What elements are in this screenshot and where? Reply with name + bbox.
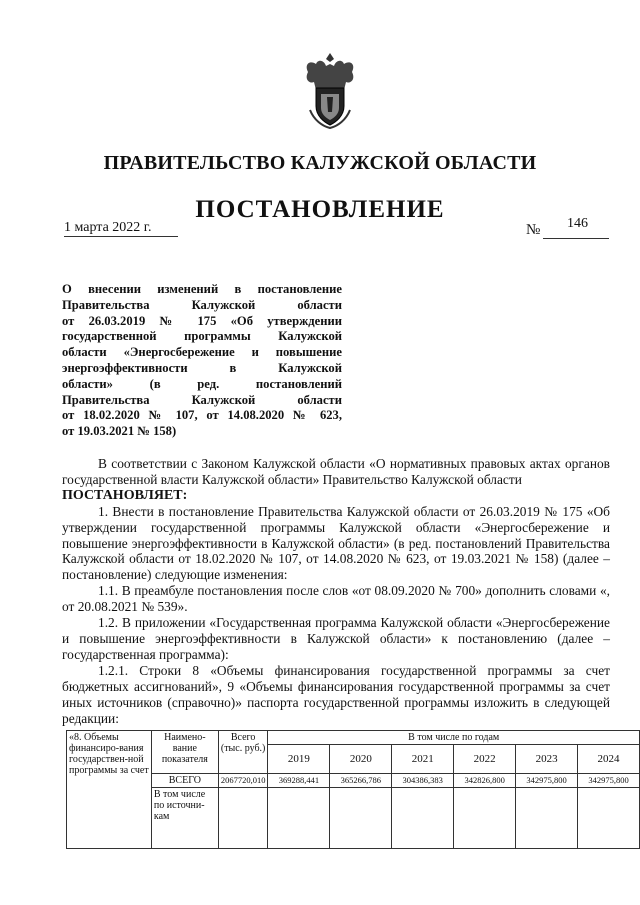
empty-cell <box>330 788 392 849</box>
resolves-heading: ПОСТАНОВЛЯЕТ: <box>62 487 188 503</box>
empty-cell <box>578 788 640 849</box>
year-header: 2019 <box>268 745 330 774</box>
document-number: 146 <box>567 216 588 231</box>
paragraph-1-2: 1.2. В приложении «Государственная программа Калужской области «Энергосбережение и повышение энергоэффективности в Калужской области» к постановлению (далее – государственная программа): <box>62 615 610 662</box>
subject-line: от 26.03.2019 № 175 «Об утверждении <box>62 313 342 328</box>
coat-of-arms-emblem <box>300 50 360 130</box>
total-header: Всего (тыс. руб.) <box>218 731 268 774</box>
indicator-header: Наимено-вание показателя <box>151 731 218 774</box>
subject-line: от 18.02.2020 № 107, от 14.08.2020 № 623, <box>62 408 342 423</box>
year-value: 304386,383 <box>392 774 454 788</box>
subject-line: энергоэффективности в Калужской <box>62 360 342 375</box>
subject-line: области «Энергосбережение и повышение <box>62 345 342 360</box>
preamble-paragraph: В соответствии с Законом Калужской области «О нормативных правовых актах органов государственной власти Калужской области» Правительство Калужской области <box>62 456 610 487</box>
row-indicator-sources: В том числе по источни-кам <box>151 788 218 849</box>
year-header: 2022 <box>454 745 516 774</box>
empty-cell <box>218 788 268 849</box>
row-indicator-total: ВСЕГО <box>151 774 218 788</box>
empty-cell <box>454 788 516 849</box>
subject-line: Правительства Калужской области <box>62 392 342 407</box>
empty-cell <box>268 788 330 849</box>
document-subject <box>62 282 342 440</box>
number-label: № <box>526 222 541 238</box>
year-header: 2020 <box>330 745 392 774</box>
years-group-header: В том числе по годам <box>268 731 640 745</box>
financing-table <box>66 730 640 849</box>
paragraph-1-2-1: 1.2.1. Строки 8 «Объемы финансирования государственной программы за счет бюджетных ассигнований», 9 «Объемы финансирования государственной программы за счет иных источников (справочно)» паспорта государственной программы изложить в следующей редакции: <box>62 662 610 726</box>
subject-line: государственной программы Калужской <box>62 329 342 344</box>
table-row-label: «8. Объемы финансиро-вания государствен-ной программы за счет <box>67 731 152 849</box>
subject-line: от 19.03.2021 № 158) <box>62 424 177 439</box>
document-body <box>62 456 610 726</box>
empty-cell <box>392 788 454 849</box>
empty-cell <box>516 788 578 849</box>
row-total-value: 2067720,010 <box>218 774 268 788</box>
subject-line: О внесении изменений в постановление <box>62 282 342 296</box>
year-header: 2021 <box>392 745 454 774</box>
subject-line: области» (в ред. постановлений <box>62 376 342 391</box>
year-value: 342975,800 <box>516 774 578 788</box>
year-value: 369288,441 <box>268 774 330 788</box>
number-underline <box>543 238 609 239</box>
subject-line: Правительства Калужской области <box>62 297 342 312</box>
year-value: 365266,786 <box>330 774 392 788</box>
year-value: 342975,800 <box>578 774 640 788</box>
paragraph-1-1: 1.1. В преамбуле постановления после слов «от 08.09.2020 № 700» дополнить словами «, от 20.08.2021 № 539». <box>62 583 610 615</box>
year-value: 342826,800 <box>454 774 516 788</box>
year-header: 2023 <box>516 745 578 774</box>
document-type: ПОСТАНОВЛЕНИЕ <box>195 196 445 223</box>
paragraph-1: 1. Внести в постановление Правительства Калужской области от 26.03.2019 № 175 «Об утверждении государственной программы Калужской области «Энергосбережение и повышение энергоэффективности в Калужской области» (в ред. постановлений Правительства Калужской области от 18.02.2020 № 107, от 14.08.2020 № 623, от 19.03.2021 № 158) (далее – постановление) следующие изменения: <box>62 503 610 583</box>
document-date: 1 марта 2022 г. <box>64 220 178 237</box>
year-header: 2024 <box>578 745 640 774</box>
government-title: ПРАВИТЕЛЬСТВО КАЛУЖСКОЙ ОБЛАСТИ <box>103 152 537 174</box>
